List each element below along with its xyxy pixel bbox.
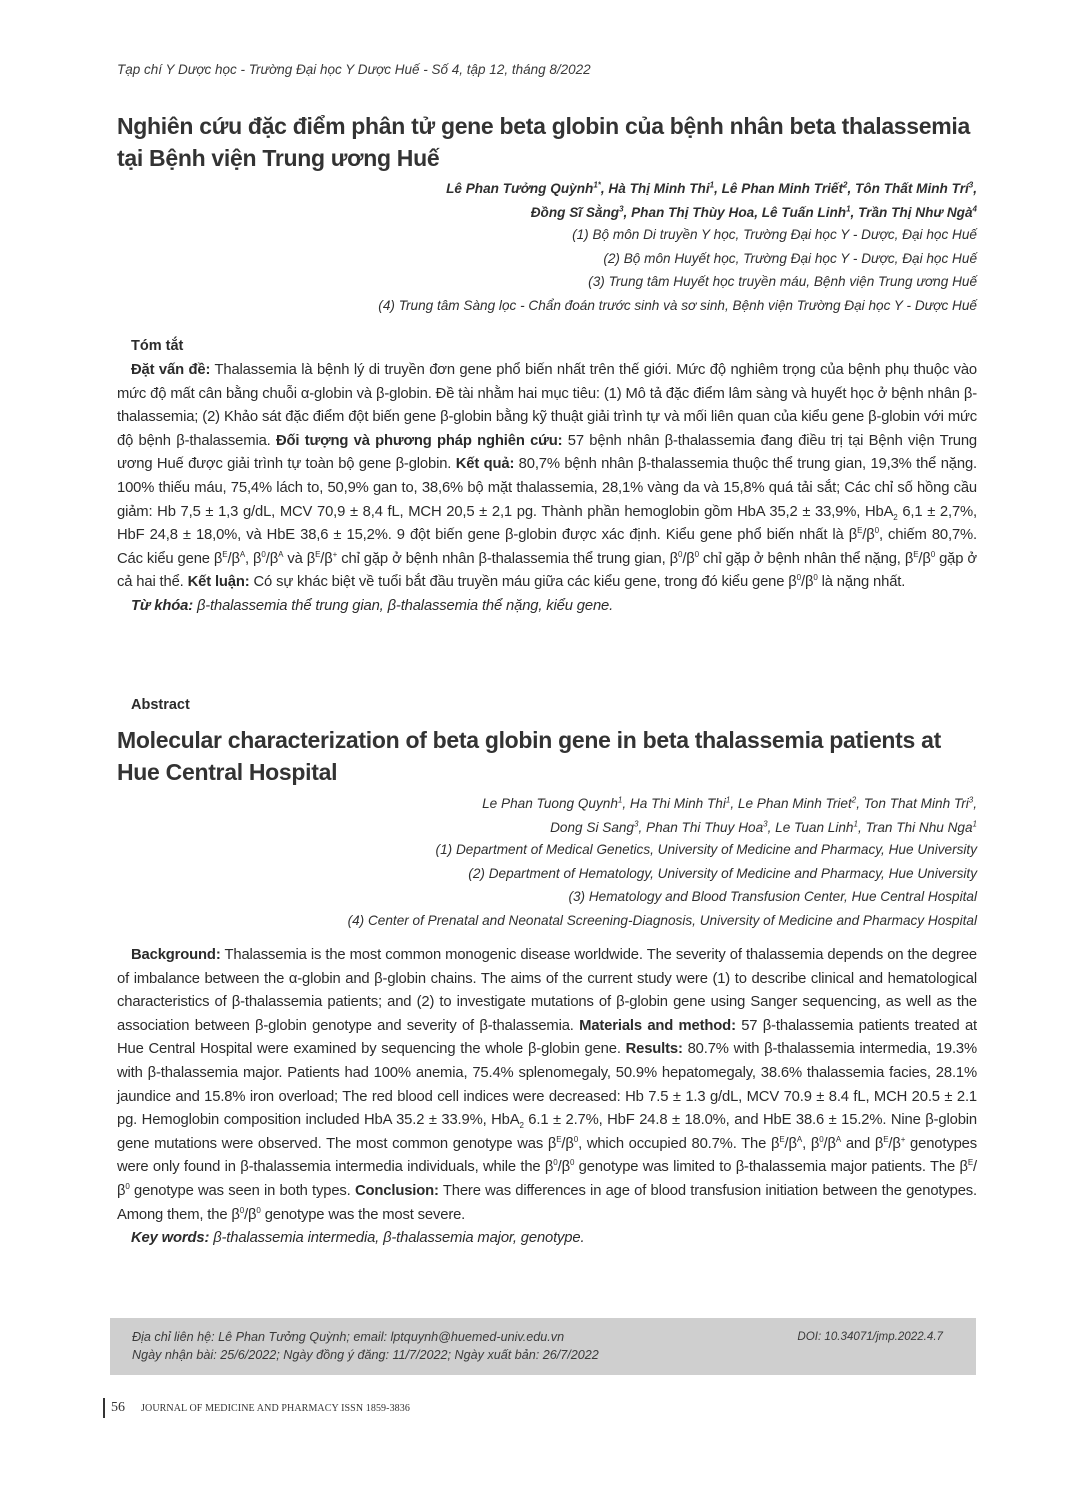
page-number: 56 [111,1400,125,1415]
doi[interactable]: DOI: 10.34071/jmp.2022.4.7 [797,1330,943,1343]
vietnamese-keywords: Từ khóa: β-thalassemia thể trung gian, β-thalassemia thể nặng, kiểu gene. [131,597,614,614]
vietnamese-abstract-paragraph: Đặt vấn đề: Thalassemia là bệnh lý di truyền đơn gene phổ biến nhất trên thế giới. Mức độ nghiêm trọng của bệnh phụ thuộc vào mức độ mất cân bằng chuỗi α-globin và β-globin. Đề tài nhằm hai mục tiêu: (1) Mô tả đặc điểm lâm sàng và huyết học ở bệnh nhân β-thalassemia; (2) Khảo sát đặc điểm đột biến gene β-globin bằng kỹ thuật giải trình tự và mối liên quan của kiểu gene β-globin với mức độ bệnh β-thalassemia. Đối tượng và phương pháp nghiên cứu: 57 bệnh nhân β-thalassemia đang điều trị tại Bệnh viện Trung ương Huế được giải trình tự toàn bộ gene β-globin. Kết quả: 80,7% bệnh nhân β-thalassemia thuộc thể trung gian, 19,3% thể nặng. 100% thiếu máu, 75,4% lách to, 50,9% gan to, 38,6% bộ mặt thalassemia, 28,1% vàng da và 15,8% quá tải sắt; Các chỉ số hồng cầu giảm: Hb 7,5 ± 1,3 g/dL, MCV 70,9 ± 8,4 fL, MCH 20,5 ± 2,1 pg. Thành phần hemoglobin gồm HbA 35,2 ± 33,9%, HbA$_2$ 6,1 ± 2,7%, HbF 24,8 ± 18,0%, và HbE 38,6 ± 15,2%. 9 đột biến gene β-globin được xác định. Kiểu gene phổ biến nhất là $\beta^E/\beta^0$, chiếm 80,7%. Các kiểu gene $\beta^E/\beta^A$, $\beta^0/\beta^A$ và $\beta^E/\beta^+$ chỉ gặp ở bệnh nhân β-thalassemia thể trung gian, $\beta^0/\beta^0$ chỉ gặp ở bệnh nhân thể nặng, $\beta^E/\beta^0$ gặp ở cả hai thể. Kết luận: Có sự khác biệt về tuổi bắt đầu truyền máu giữa các kiểu gene, trong đó kiểu gene $\beta^0/\beta^0$ là nặng nhất. [117,362,978,591]
affiliation: (3) Trung tâm Huyết học truyền máu, Bệnh viện Trung ương Huế [588,274,977,289]
vietnamese-title: Nghiên cứu đặc điểm phân tử gene beta globin của bệnh nhân beta thalassemia tại Bệnh viện Trung ương Huế [117,113,971,171]
vietnamese-authors [446,177,977,224]
english-abstract [117,944,977,1251]
affiliation: (4) Center of Prenatal and Neonatal Screening-Diagnosis, University of Medicine and Pharmacy Hospital [347,912,977,928]
english-keywords: Key words: β-thalassemia intermedia, β-thalassemia major, genotype. [131,1230,585,1247]
affiliation: (2) Department of Hematology, University of Medicine and Pharmacy, Hue University [468,865,977,881]
journal-header: Tạp chí Y Dược học - Trường Đại học Y Dược Huế - Số 4, tập 12, tháng 8/2022 [117,62,591,77]
abstract-heading: Abstract [131,697,190,713]
page-footer [103,1397,410,1419]
affiliation: (3) Hematology and Blood Transfusion Center, Hue Central Hospital [568,889,977,904]
affiliation: (2) Bộ môn Huyết học, Trường Đại học Y - Dược, Đại học Huế [603,250,977,266]
contact-box [110,1318,976,1375]
publication-dates: Ngày nhận bài: 25/6/2022; Ngày đồng ý đăng: 11/7/2022; Ngày xuất bản: 26/7/2022 [132,1348,599,1362]
affiliation: (1) Bộ môn Di truyền Y học, Trường Đại học Y - Dược, Đại học Huế [572,227,977,242]
tom-tat-heading: Tóm tắt [131,338,184,354]
affiliation: (1) Department of Medical Genetics, University of Medicine and Pharmacy, Hue University [435,842,977,857]
footer-divider [103,1398,105,1418]
contact-address: Địa chỉ liên hệ: Lê Phan Tưởng Quỳnh; email: lptquynh@huemed-univ.edu.vn [132,1330,565,1344]
vietnamese-abstract [117,359,977,619]
author-line-1: Le Phan Tuong Quynh$^1$, Ha Thi Minh Thi$^1$, Le Phan Minh Triet$^2$, Ton That Minh Tri$^3$, [482,795,977,811]
english-abstract-paragraph: Background: Thalassemia is the most common monogenic disease worldwide. The severity of thalassemia depends on the degree of imbalance between the α-globin and β-globin chains. The aims of the current study were (1) to describe clinical and hematological characteristics of β-thalassemia patients; and (2) to investigate mutations of β-globin gene using Sanger sequencing, as well as the association between β-globin genotype and severity of β-thalassemia. Materials and method: 57 β-thalassemia patients treated at Hue Central Hospital were examined by sequencing the whole β-globin gene. Results: 80.7% with β-thalassemia intermedia, 19.3% with β-thalassemia major. Patients had 100% anemia, 75.4% splenomegaly, 50.9% hepatomegaly, 38.6% thalassemia facies, 28.1% jaundice and 15.8% iron overload; The red blood cell indices were decreased: Hb 7.5 ± 1.3 g/dL, MCV 70.9 ± 8.4 fL, MCH 20.5 ± 2.1 pg. Hemoglobin composition included HbA 35.2 ± 33.9%, HbA$_2$ 6.1 ± 2.7%, HbF 24.8 ± 18.0%, and HbE 38.6 ± 15.2%. Nine β-globin gene mutations were observed. The most common genotype was $\beta^E/\beta^0$, which occupied 80.7%. The $\beta^E/\beta^A$, $\beta^0/\beta^A$ and $\beta^E/\beta^+$ genotypes were only found in β-thalassemia intermedia individuals, while the $\beta^0/\beta^0$ genotype was limited to β-thalassemia major patients. The $\beta^E/\beta^0$ genotype was seen in both types. Conclusion: There was differences in age of blood transfusion initiation between the genotypes. Among them, the $\beta^0/\beta^0$ genotype was the most severe. [117,947,978,1223]
footer-journal-name: JOURNAL OF MEDICINE AND PHARMACY ISSN 1859-3836 [141,1402,410,1414]
vietnamese-affiliations [378,223,977,317]
author-line-2: Đồng Sĩ Sằng$^3$, Phan Thị Thùy Hoa, Lê Tuấn Linh$^1$, Trần Thị Như Ngà$^4$ [530,203,977,220]
english-affiliations [348,838,977,932]
english-title: Molecular characterization of beta globin gene in beta thalassemia patients at Hue Central Hospital [117,727,941,785]
author-line-1: Lê Phan Tưởng Quỳnh$^{1*}$, Hà Thị Minh Thi$^1$, Lê Phan Minh Triết$^2$, Tôn Thất Minh Trí$^3$, [446,180,977,196]
affiliation: (4) Trung tâm Sàng lọc - Chẩn đoán trước sinh và sơ sinh, Bệnh viện Trường Đại học Y - Dược Huế [378,297,977,313]
english-authors [482,792,977,839]
author-line-2: Dong Si Sang$^3$, Phan Thi Thuy Hoa$^3$, Le Tuan Linh$^1$, Tran Thi Nhu Nga$^1$ [550,818,977,835]
